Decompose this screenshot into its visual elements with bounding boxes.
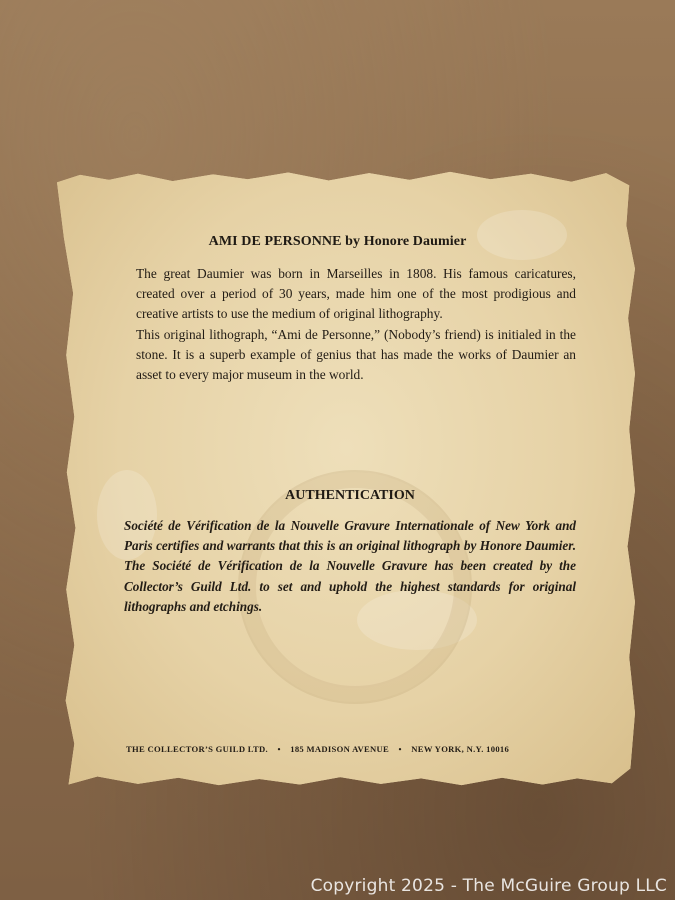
document-body <box>136 264 576 385</box>
document-title: AMI DE PERSONNE by Honore Daumier <box>208 234 467 249</box>
footer-separator: • <box>398 744 402 754</box>
copyright-watermark: Copyright 2025 - The McGuire Group LLC <box>310 876 667 896</box>
footer-separator: • <box>277 744 281 754</box>
authentication-text: Société de Vérification de la Nouvelle Gravure Internationale of New York and Paris certifies and warrants that this is an original lithograph by Honore Daumier. The Société de Vérification de la Nouvelle Gravure has been created by the Collector’s Guild Ltd. to set and uphold the highest standards for original lithographs and etchings. <box>124 518 576 614</box>
footer-company: THE COLLECTOR’S GUILD LTD. <box>126 744 268 754</box>
footer-address: 185 MADISON AVENUE <box>290 744 390 754</box>
paragraph-1: The great Daumier was born in Marseilles in 1808. His famous caricatures, created over a period of 30 years, made him one of the most prodigious and creative artists to use the medium of original lithography. <box>136 266 576 322</box>
footer-city: NEW YORK, N.Y. 10016 <box>411 744 510 754</box>
paragraph-2: This original lithograph, “Ami de Personne,” (Nobody’s friend) is initialed in the stone. It is a superb example of genius that has made the works of Daumier an asset to every major museum in the world. <box>136 326 576 383</box>
authentication-heading: AUTHENTICATION <box>285 488 415 503</box>
certificate-footer <box>126 744 586 754</box>
